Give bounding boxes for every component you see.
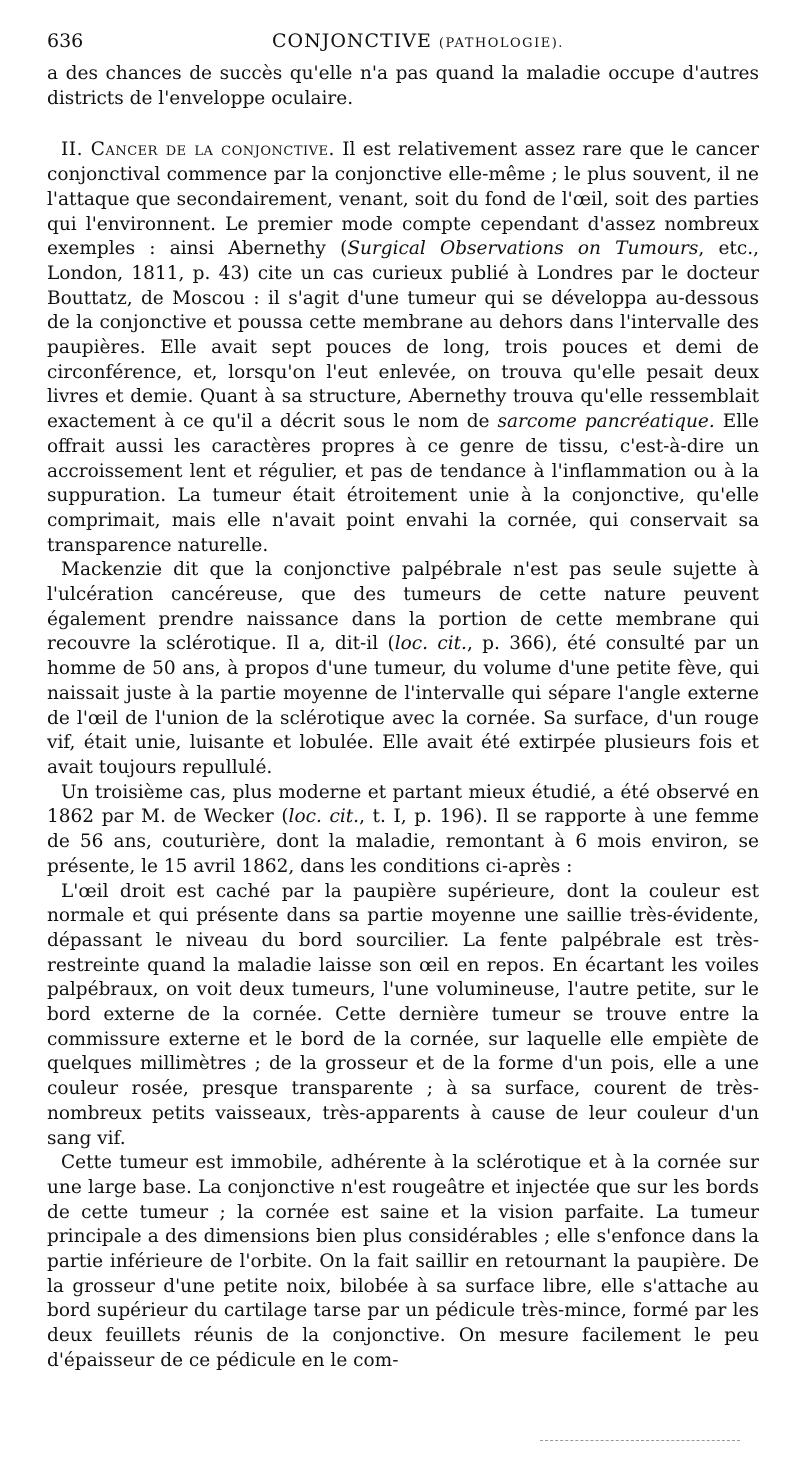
paragraph-continued: a des chances de succès qu'elle n'a pas quand la maladie occupe d'autres districts de l'enveloppe oculaire. (47, 63, 759, 109)
paragraph-observation: L'œil droit est caché par la paupière supérieure, dont la couleur est normale et qui présente dans sa partie moyenne une saillie très-évidente, dépassant le niveau du bord sourcilier. La fente palpébrale est très-restreinte quand la maladie laisse son œil en repos. En écartant les voiles palpébraux, on voit deux tumeurs, l'une volumineuse, l'autre petite, sur le bord externe de la cornée. Cette dernière tumeur se trouve entre la commissure externe et le bord de la cornée, sur laquelle elle empiète de quelques millimètres ; de la grosseur et de la forme d'un pois, elle a une couleur rosée, presque transparente ; à sa surface, courent de très-nombreux petits vaisseaux, très-apparents à cause de leur couleur d'un sang vif. (47, 880, 759, 1149)
text-run: Elle offrait aussi les caractères propres à ce genre de tissu, c'est-à-dire un accroissement lent et régulier, et pas de tendance à l'inflammation ou à la suppuration. La tumeur était étroitement unie à la conjonctive, qu'elle comprimait, mais elle n'avait point envahi la cornée, qui conservait sa transparence naturelle. (47, 411, 760, 556)
running-title-subtitle: (PATHOLOGIE). (438, 36, 564, 51)
text-run: , etc., London, 1811, p. 43) cite un cas curieux publié à Londres par le docteur Bouttatz, de Moscou : il s'agit d'une tumeur qui se développa au-dessous de la conjonctive et poussa cette membrane au dehors dans l'intervalle des paupières. Elle avait sept pouces de long, trois pouces et demi de circonférence, et, lorsqu'on l'eut enlevée, on trouva qu'elle pesait deux livres et demie. Quant à sa structure, Abernethy trouva qu'elle ressemblait exactement à ce qu'il a décrit sous le nom de (47, 238, 759, 433)
text-run: , t. I, p. 196). Il se rapporte à une femme de 56 ans, couturière, dont la maladie, remontant à 6 mois environ, se présente, le 15 avril 1862, dans les conditions ci-après : (47, 806, 759, 877)
paragraph-mackenzie (47, 558, 759, 780)
paragraph-wecker (47, 781, 759, 880)
page-header (47, 30, 759, 62)
footer-rule (540, 1440, 740, 1441)
section-cancer-paragraph (47, 138, 759, 558)
citation-loc-cit: loc. cit. (288, 806, 360, 828)
text-run: Il est relativement assez rare que le cancer conjonctival commence par la conjonctive elle-même ; le plus souvent, il ne l'attaque que secondairement, venant, soit du fond de l'œil, soit des parties qui l'environnent. Le premier mode compte cependant d'assez nombreux exemples : ainsi Abernethy ( (47, 139, 759, 260)
page (47, 30, 759, 1374)
paragraph-tumour-description: Cette tumeur est immobile, adhérente à la sclérotique et à la cornée sur une large base. La conjonctive n'est rougeâtre et injectée que sur les bords de cette tumeur ; la cornée est saine et la vision parfaite. La tumeur principale a des dimensions bien plus considérables ; elle s'enfonce dans la partie inférieure de l'orbite. On la fait saillir en retournant la paupière. De la grosseur d'une petite noix, bilobée à sa surface libre, elle s'attache au bord supérieur du cartilage tarse par un pédicule très-mince, formé par les deux feuillets réunis de la conjonctive. On mesure facilement le peu d'épaisseur de ce pédicule en le com- (47, 1152, 759, 1371)
text-run: Un troisième cas, plus moderne et partant mieux étudié, a été observé en 1862 par M. de Wecker ( (47, 781, 759, 828)
text-run: , p. 366), été consulté par un homme de 50 ans, à propos d'une tumeur, du volume d'une petite fève, qui naissait juste à la partie moyenne de l'intervalle qui sépare l'angle externe de l'œil de l'union de la sclérotique avec la cornée. Sa surface, d'un rouge vif, était unie, luisante et lobulée. Elle avait été extirpée plusieurs fois et avait toujours repullulé. (47, 633, 759, 778)
running-title (272, 30, 564, 52)
italic-term: sarcome pancréatique. (497, 411, 715, 433)
running-title-main: CONJONCTIVE (272, 30, 432, 52)
section-heading: II. Cancer de la conjonctive. (61, 139, 335, 161)
text-run: Mackenzie dit que la conjonctive palpébrale n'est pas seule sujette à l'ulcération cancéreuse, que des tumeurs de cette nature peuvent également prendre naissance dans la portion de cette membrane qui recouvre la sclérotique. Il a, dit-il ( (47, 559, 759, 655)
page-number: 636 (47, 30, 84, 52)
citation-loc-cit: loc. cit. (394, 633, 467, 655)
book-title: Surgical Observations on Tumours (347, 238, 699, 260)
